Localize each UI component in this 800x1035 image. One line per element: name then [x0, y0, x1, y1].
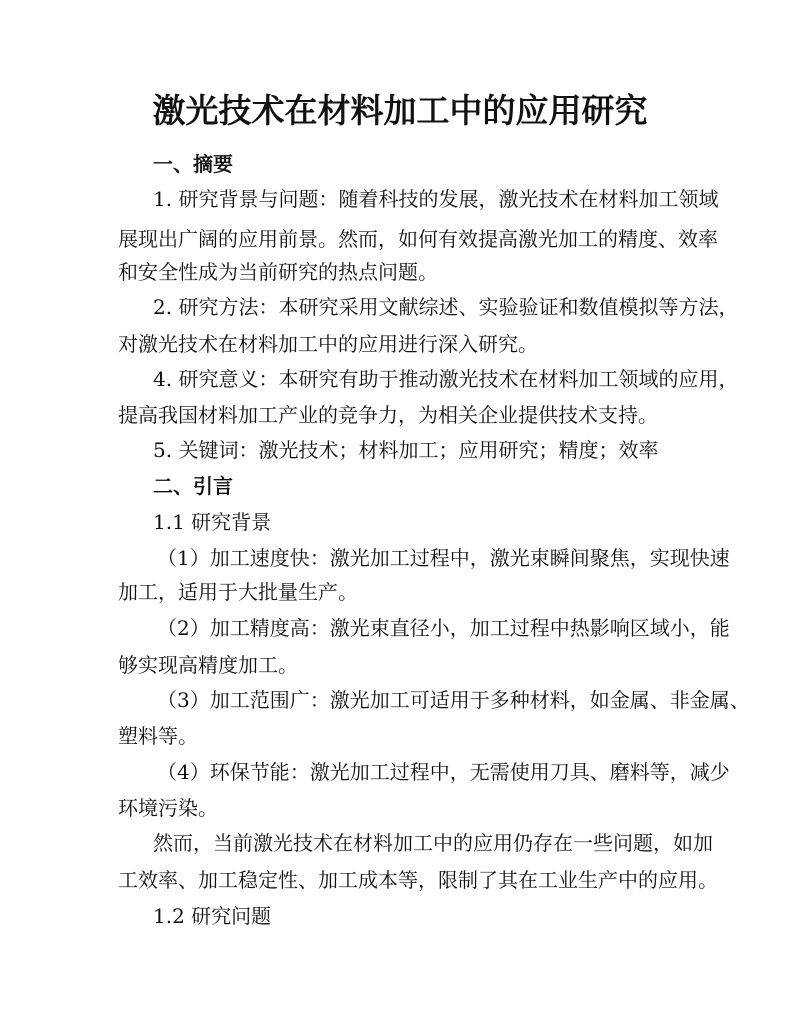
list-item-line: 塑料等。: [118, 724, 198, 748]
paragraph-line: 对激光技术在材料加工中的应用进行深入研究。: [118, 332, 538, 356]
paragraph-line: 1. 研究背景与问题：随着科技的发展，激光技术在材料加工领域: [153, 187, 719, 211]
list-item-line: （1）加工速度快：激光加工过程中，激光束瞬间聚焦，实现快速: [157, 546, 730, 570]
subsection-heading: 1.2 研究问题: [153, 904, 272, 928]
keywords-line: 5. 关键词：激光技术；材料加工；应用研究；精度；效率: [153, 438, 659, 462]
paragraph-line: 2. 研究方法：本研究采用文献综述、实验验证和数值模拟等方法，: [153, 295, 739, 319]
list-item-line: （3）加工范围广：激光加工可适用于多种材料，如金属、非金属、: [157, 688, 750, 712]
subsection-heading: 1.1 研究背景: [153, 510, 272, 534]
paragraph-line: 4. 研究意义：本研究有助于推动激光技术在材料加工领域的应用，: [153, 367, 739, 391]
document-title: 激光技术在材料加工中的应用研究: [152, 91, 648, 130]
paragraph-line: 然而，当前激光技术在材料加工中的应用仍存在一些问题，如加: [153, 831, 713, 855]
list-item-line: 加工，适用于大批量生产。: [118, 580, 358, 604]
paragraph-line: 提高我国材料加工产业的竞争力，为相关企业提供技术支持。: [118, 403, 658, 427]
section-heading-abstract: 一、摘要: [153, 152, 233, 176]
paragraph-line: 和安全性成为当前研究的热点问题。: [118, 260, 438, 284]
list-item-line: （2）加工精度高：激光束直径小，加工过程中热影响区域小，能: [157, 616, 730, 640]
list-item-line: （4）环保节能：激光加工过程中，无需使用刀具、磨料等，减少: [157, 760, 730, 784]
section-heading-introduction: 二、引言: [153, 474, 233, 498]
list-item-line: 够实现高精度加工。: [118, 653, 298, 677]
paragraph-line: 展现出广阔的应用前景。然而，如何有效提高激光加工的精度、效率: [118, 227, 718, 251]
paragraph-line: 工效率、加工稳定性、加工成本等，限制了其在工业生产中的应用。: [118, 868, 718, 892]
list-item-line: 环境污染。: [118, 796, 218, 820]
